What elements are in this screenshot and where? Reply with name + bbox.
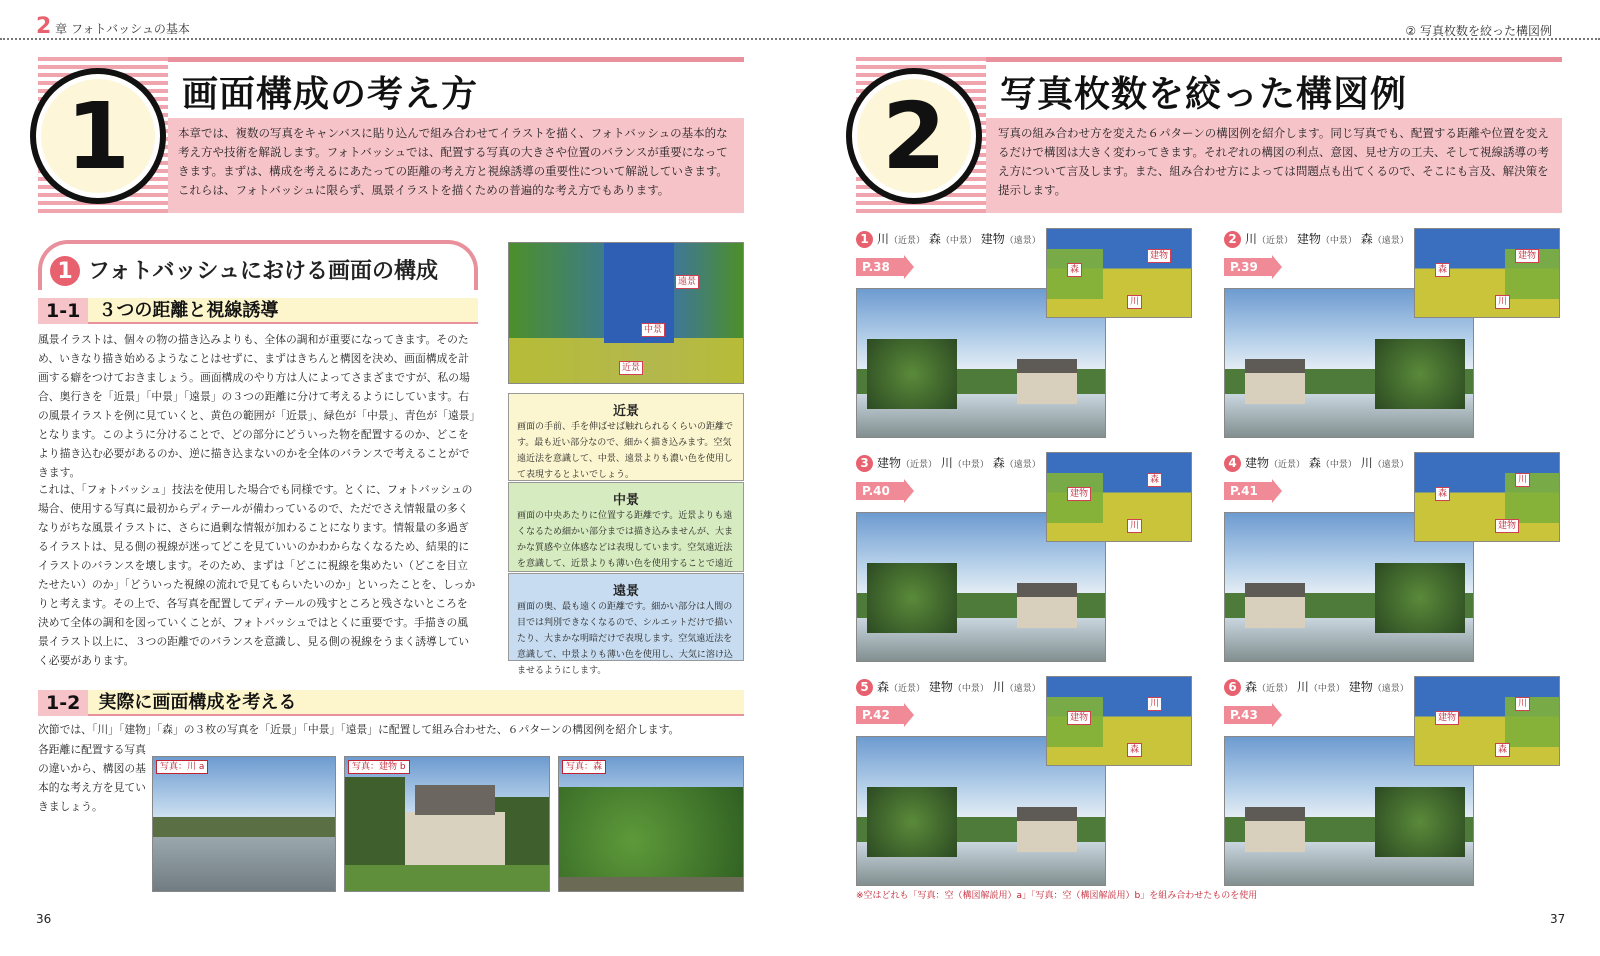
- page-ref[interactable]: P.38: [856, 258, 904, 276]
- example-header: 1 川（近景） 森（中景） 建物（遠景）: [856, 230, 1041, 248]
- map-label: 森: [1147, 473, 1162, 487]
- photo-label: 写真：森: [562, 760, 606, 774]
- page-ref[interactable]: P.42: [856, 706, 904, 724]
- section-header: ② 写真枚数を絞った構図例: [1405, 24, 1552, 38]
- photo-label: 写真：川 a: [156, 760, 208, 774]
- map-label: 川: [1495, 295, 1510, 309]
- photo-river: [152, 756, 336, 892]
- map-label: 森: [1495, 743, 1510, 757]
- example-number: 5: [856, 679, 873, 696]
- page-title: 写真枚数を絞った構図例: [1000, 74, 1408, 115]
- example-header: 3 建物（近景） 川（中景） 森（遠景）: [856, 454, 1041, 472]
- map-label: 建物: [1435, 711, 1459, 725]
- intro-text: 本章では、複数の写真をキャンバスに貼り込んで組み合わせてイラストを描く、フォトバッシュの基本的な考え方や技術を解説します。フォトバッシュでは、配置する写真の大きさや位置のバランスが重要になってきます。まずは、構成を考えるにあたっての距離の考え方と視線誘導の重要性について解説していきます。これらは、フォトバッシュに限らず、風景イラストを描くための普遍的な考え方でもあります。: [178, 126, 728, 197]
- map-label: 川: [1127, 519, 1142, 533]
- photo-forest: [558, 756, 744, 892]
- page-ref[interactable]: P.39: [1224, 258, 1272, 276]
- depth-map-image: [1414, 676, 1560, 766]
- example-header: 5 森（近景） 建物（中景） 川（遠景）: [856, 678, 1041, 696]
- footnote: ※空はどれも「写真：空（構図解説用）a」「写真：空（構図解説用）b」を組み合わせたものを使用: [856, 891, 1258, 901]
- map-label: 森: [1435, 263, 1450, 277]
- section-title: フォトバッシュにおける画面の構成: [88, 259, 439, 284]
- far-box: [508, 573, 744, 676]
- far-text: 画面の奥、最も遠くの距離です。細かい部分は人間の目では判別できなくなるので、シルエットだけで描いたり、大まかな明暗だけで表現します。空気遠近法を意識して、中景よりも薄い色を使用し、大気に溶け込ませるようにします。: [517, 602, 733, 676]
- page-ref[interactable]: P.41: [1224, 482, 1272, 500]
- map-label: 川: [1127, 295, 1142, 309]
- near-title: 近景: [612, 404, 639, 419]
- example-number: 6: [1224, 679, 1241, 696]
- example-header: 2 川（近景） 建物（中景） 森（遠景）: [1224, 230, 1409, 248]
- intro-text: 写真の組み合わせ方を変えた６パターンの構図例を紹介します。同じ写真でも、配置する距離や位置を変えるだけで構図は大きく変わってきます。それぞれの構図の利点、意図、見せ方の工夫、そして視線誘導の考え方について言及します。また、組み合わせ方によっては問題点も出てくるので、そこにも言及、解決策を提示します。: [998, 126, 1549, 197]
- mid-box: [508, 482, 744, 572]
- example-number: 4: [1224, 455, 1241, 472]
- near-box: [508, 393, 744, 481]
- map-label: 建物: [1067, 711, 1091, 725]
- page-title: 画面構成の考え方: [182, 74, 479, 115]
- header-divider: [0, 38, 1600, 40]
- body-paragraph-2: これは、「フォトバッシュ」技法を使用した場合でも同様です。とくに、フォトバッシュの場合、使用する写真に最初からディテールが備わっているので、ただでさえ情報量の多くなりがちな風景イラストに、さらに過剰な情報が加わることになります。情報量の多過ぎるイラストは、見る側の視線が迷ってどこを見ていいのかわからなくなるため、結果的にイラストのバランスを壊します。そのため、まずは「どこに視線を集めたい（どこを目立たせたい）のか」「どういった視線の流れで見てもらいたいのか」といったことを、しっかりと考えます。その上で、各写真を配置してディテールの残すところと残さないところを決めて全体の調和を図っていくことが、フォトバッシュではとくに重要です。手描きの風景イラスト以上に、３つの距離でのバランスを意識し、見る側の視線をうまく誘導していく必要があります。: [38, 483, 476, 667]
- example-number: 1: [856, 231, 873, 248]
- map-label: 建物: [1147, 249, 1171, 263]
- body-paragraph-4: 各距離に配置する写真の違いから、構図の基本的な考え方を見ていきましょう。: [38, 743, 146, 813]
- example-header: 4 建物（近景） 森（中景） 川（遠景）: [1224, 454, 1409, 472]
- depth-map-image: [1046, 676, 1192, 766]
- body-paragraph-1: 風景イラストは、個々の物の描き込みよりも、全体の調和が重要になってきます。そのため、いきなり描き始めるようなことはせずに、まずはきちんと構図を決め、画面構成を計画する癖をつけておきましょう。画面構成のやり方は人によってさまざまですが、私の場合、奥行きを「近景」「中景」「遠景」の３つの距離に分けて考えるようにしています。右の風景イラストを例に見ていくと、黄色の範囲が「近景」、緑色が「中景」、青色が「遠景」となります。このように分けることで、どの部分にどういった物を配置するのか、どこをより描き込む必要があるのか、逆に描き込まないのかを全体のバランスで考えることができます。: [38, 333, 475, 479]
- subsection-number: 1-2: [38, 690, 88, 716]
- body-paragraph-3: 次節では、「川」「建物」「森」の３枚の写真を「近景」「中景」「遠景」に配置して組み合わせた、６パターンの構図例を紹介します。: [38, 723, 680, 736]
- far-title: 遠景: [612, 584, 639, 599]
- depth-map-image: [1414, 452, 1560, 542]
- map-label: 川: [1515, 473, 1530, 487]
- chapter-number: 2: [846, 68, 982, 204]
- subsection-1-2: [38, 690, 744, 716]
- page-ref[interactable]: P.40: [856, 482, 904, 500]
- map-label: 建物: [1495, 519, 1519, 533]
- photo-label: 写真：建物 b: [348, 760, 410, 774]
- map-label: 川: [1515, 697, 1530, 711]
- page-number-right: 37: [1550, 912, 1566, 926]
- page-number-left: 36: [36, 912, 52, 926]
- map-label: 森: [1127, 743, 1142, 757]
- map-label: 森: [1067, 263, 1082, 277]
- example-number: 3: [856, 455, 873, 472]
- page-ref[interactable]: P.43: [1224, 706, 1272, 724]
- map-label: 建物: [1515, 249, 1539, 263]
- map-label: 森: [1435, 487, 1450, 501]
- subsection-title: ３つの距離と視線誘導: [98, 300, 279, 321]
- label-mid: 中景: [641, 323, 665, 337]
- depth-map-image: [1414, 228, 1560, 318]
- map-label: 川: [1147, 697, 1162, 711]
- chapter-header: 2 章 フォトバッシュの基本: [36, 14, 190, 39]
- map-label: 建物: [1067, 487, 1091, 501]
- subsection-1-1: [38, 298, 478, 324]
- section-number: 1: [50, 256, 80, 286]
- photo-building: [344, 756, 550, 892]
- mid-text: 画面の中央あたりに位置する距離です。近景よりも遠くなるため細かい部分までは描き込みませんが、大まかな質感や立体感などは表現しています。空気遠近法を意識して、近景よりも薄い色を使用することで遠近: [517, 511, 734, 569]
- label-near: 近景: [619, 361, 643, 375]
- mid-title: 中景: [612, 493, 639, 508]
- label-far: 遠景: [675, 275, 699, 289]
- subsection-number: 1-1: [38, 298, 88, 324]
- chapter-number: 1: [30, 68, 166, 204]
- depth-map-image: [1046, 228, 1192, 318]
- depth-example-image: [508, 242, 744, 384]
- depth-map-image: [1046, 452, 1192, 542]
- example-number: 2: [1224, 231, 1241, 248]
- example-header: 6 森（近景） 川（中景） 建物（遠景）: [1224, 678, 1409, 696]
- near-text: 画面の手前、手を伸ばせば触れられるくらいの距離です。最も近い部分なので、細かく描き込みます。空気遠近法を意識して、中景、遠景よりも濃い色を使用して表現するとよいでしょう。: [517, 422, 734, 480]
- subsection-title: 実際に画面構成を考える: [98, 692, 297, 713]
